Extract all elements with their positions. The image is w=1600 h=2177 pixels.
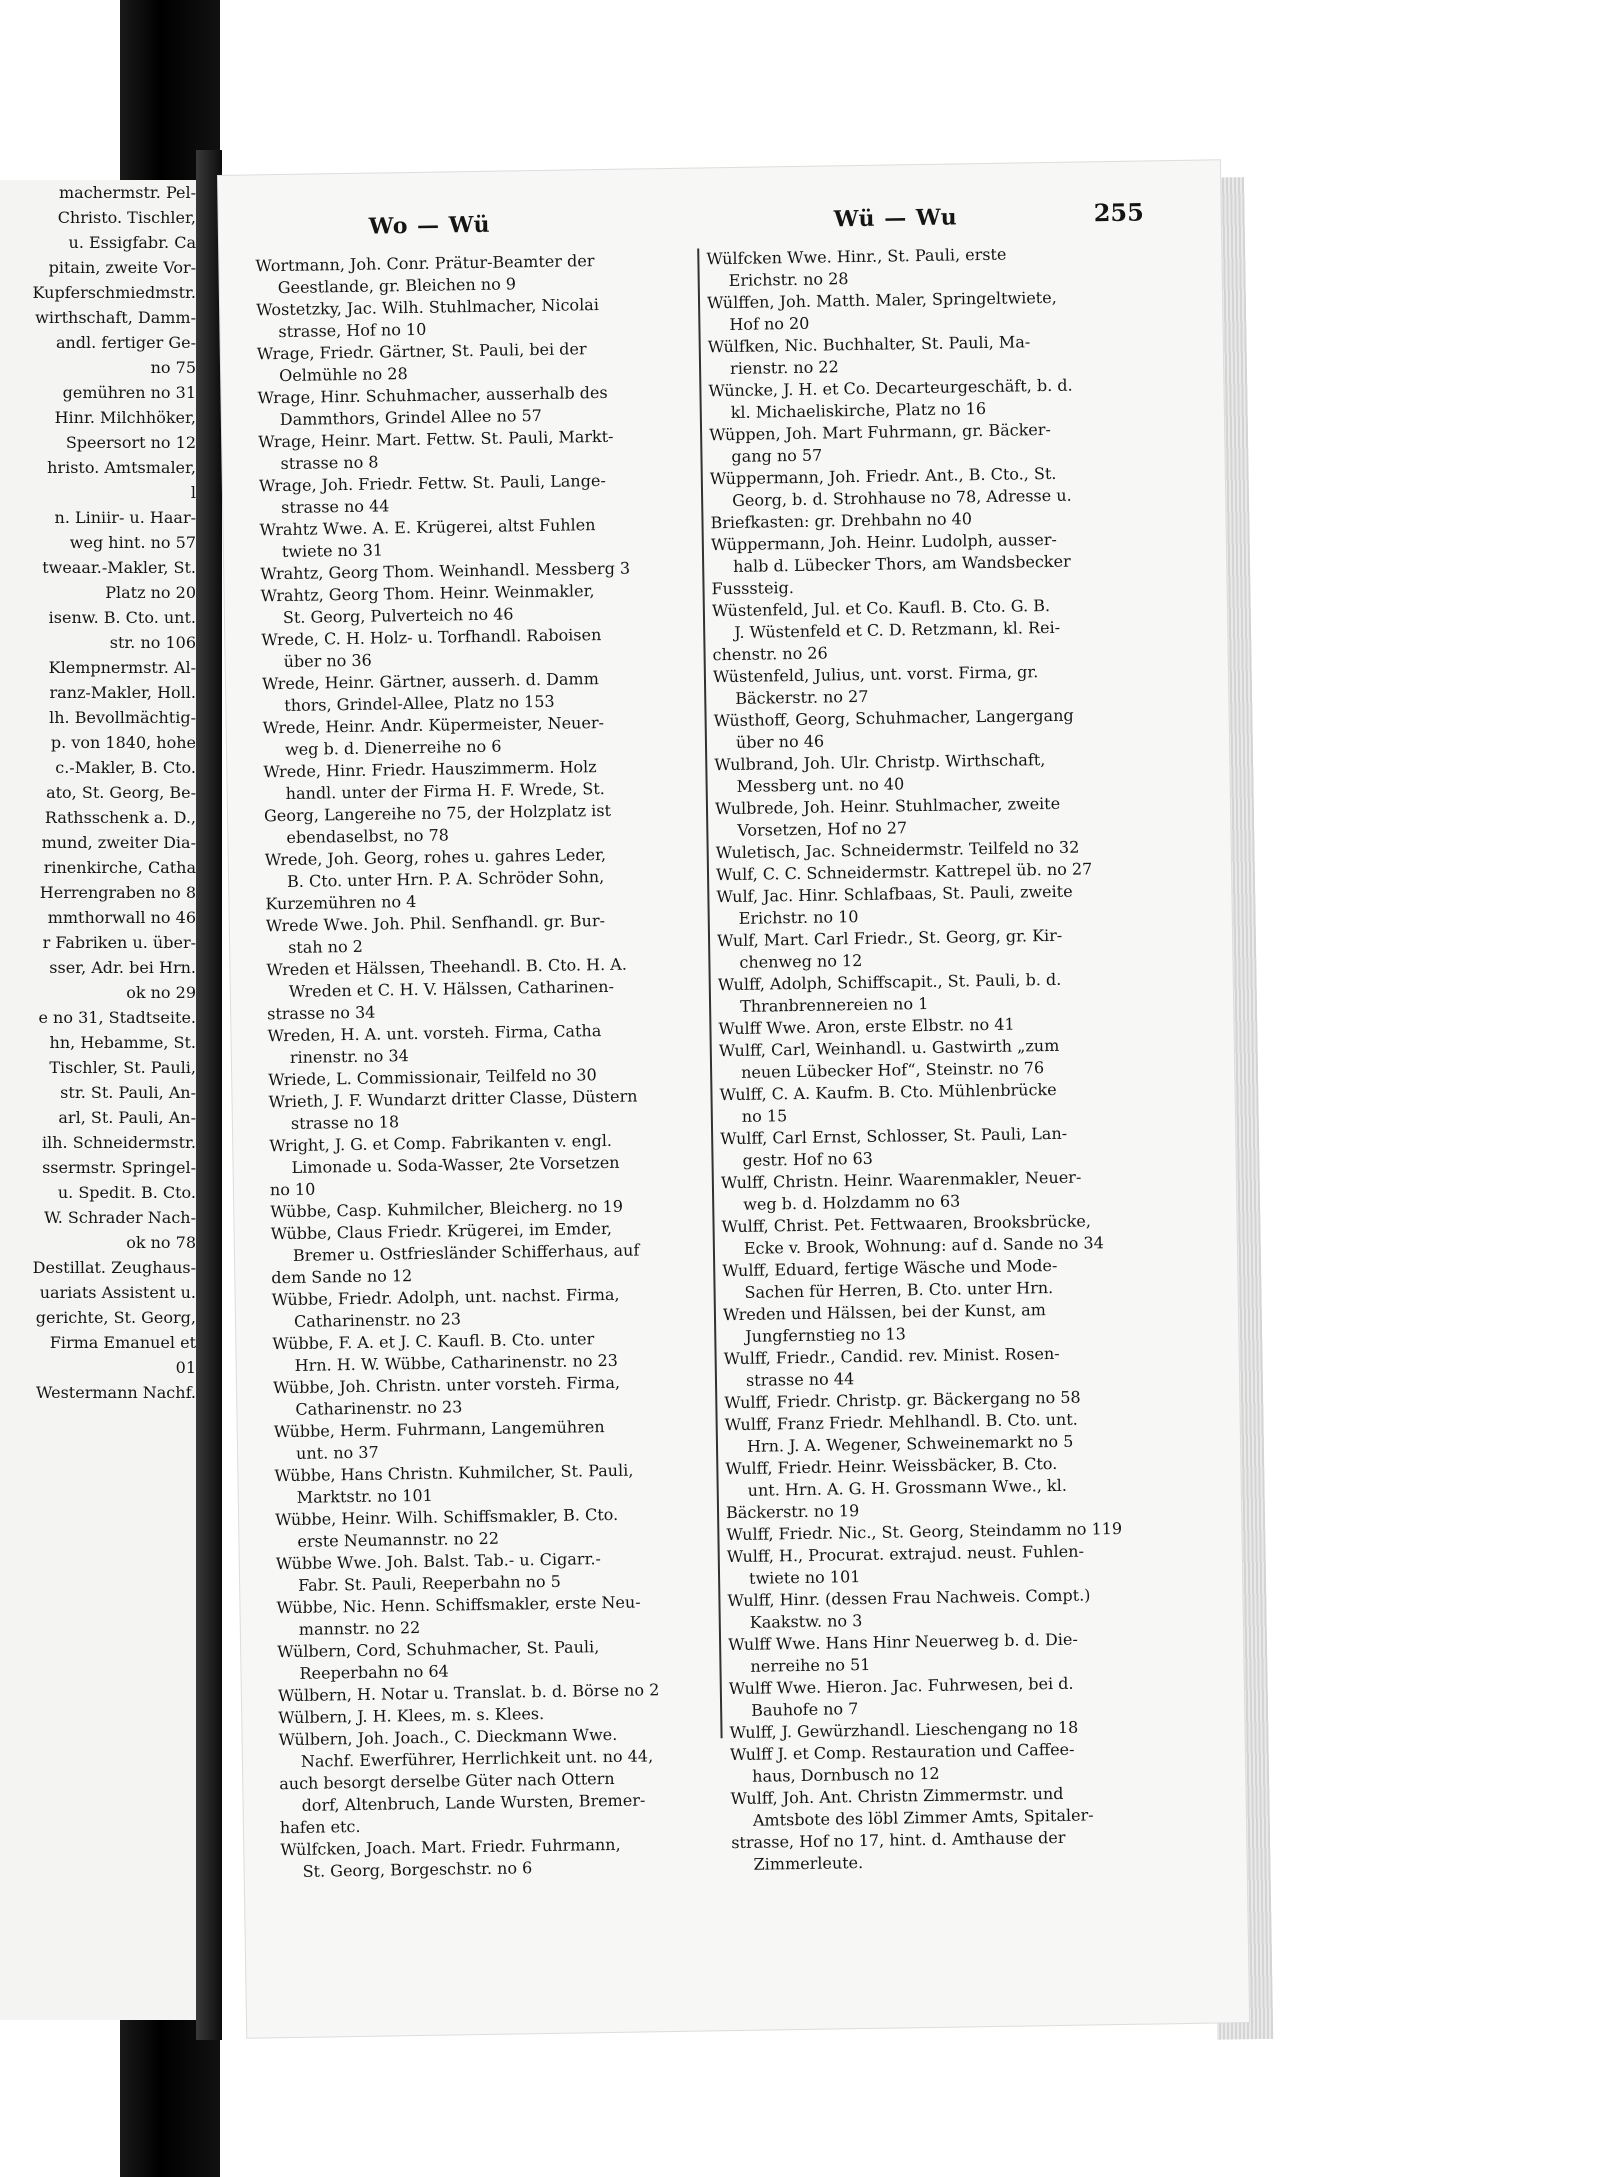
entry-line: Wübbe, Casp. Kuhmilcher, Bleicherg. no 19 (270, 1196, 624, 1222)
left-fragment-line: Platz no 20 (105, 583, 196, 602)
entry-line: Wulff, Franz Friedr. Mehlhandl. B. Cto. unt. (724, 1409, 1078, 1435)
directory-entry (721, 1165, 1166, 1216)
entry-line: Wübbe, Nic. Henn. Schiffsmakler, erste Neu- (276, 1592, 641, 1618)
directory-entry (273, 1370, 718, 1421)
entry-line: Wübbe, Friedr. Adolph, unt. nachst. Firma, (271, 1284, 620, 1310)
directory-entry (270, 1216, 715, 1267)
left-fragment-line: ok no 78 (126, 1233, 196, 1252)
entry-line: Wülbern, Joh. Joach., C. Dieckmann Wwe. (278, 1724, 618, 1750)
left-fragment-line: Klempnermstr. Al- (48, 658, 196, 677)
directory-entry (709, 417, 1154, 468)
entry-line: Wülbern, H. Notar u. Translat. b. d. Börse no 2 (277, 1680, 660, 1706)
directory-entry (268, 1084, 713, 1135)
left-fragment-line: e no 31, Stadtseite. (38, 1008, 196, 1027)
entry-continuation: über no 46 (735, 731, 825, 752)
directory-entry (730, 1737, 1175, 1788)
entry-continuation: weg b. d. Holzdamm no 63 (743, 1191, 961, 1214)
left-fragment-line: Westermann Nachf. (35, 1383, 196, 1402)
entry-continuation: Vorsetzen, Hof no 27 (737, 818, 908, 840)
directory-entry (257, 380, 702, 431)
entry-line: Bäckerstr. no 19 (725, 1501, 860, 1523)
left-fragment-line: weg hint. no 57 (69, 533, 196, 552)
entry-line: Wülbern, Cord, Schuhmacher, St. Pauli, (277, 1637, 600, 1662)
entry-continuation: Erichstr. no 28 (728, 269, 849, 290)
left-fragment-line: andl. fertiger Ge- (55, 333, 196, 352)
entry-line: Wrage, Joh. Friedr. Fettw. St. Pauli, Lange- (258, 470, 606, 496)
entry-continuation: Hrn. H. W. Wübbe, Catharinenstr. no 23 (294, 1350, 619, 1375)
directory-entry (257, 336, 702, 387)
right-page (218, 160, 1249, 2038)
directory-column-left (255, 248, 725, 1883)
entry-line: Wulf, Mart. Carl Friedr., St. Georg, gr. Kir- (716, 925, 1063, 951)
entry-continuation: Sachen für Herren, B. Cto. unter Hrn. (744, 1278, 1054, 1302)
entry-continuation: Fabr. St. Pauli, Reeperbahn no 5 (297, 1571, 562, 1595)
entry-line: strasse no 34 (267, 1002, 376, 1024)
entry-continuation: Reeperbahn no 64 (299, 1661, 449, 1683)
directory-entry (274, 1414, 719, 1465)
entry-line: dem Sande no 12 (271, 1266, 413, 1288)
left-fragment-line: n. Liniir- u. Haar- (54, 508, 196, 527)
left-fragment-line: str. St. Pauli, An- (60, 1083, 196, 1102)
left-fragment-line: arl, St. Pauli, An- (58, 1108, 196, 1127)
entry-line: Wreden und Hälssen, bei der Kunst, am (722, 1300, 1047, 1325)
left-fragment-line: ok no 29 (126, 983, 196, 1002)
left-fragment-line: l (190, 483, 196, 502)
left-fragment-line: wirthschaft, Damm- (35, 308, 196, 327)
entry-continuation: ebendaselbst, no 78 (286, 825, 450, 848)
entry-line: Wüppen, Joh. Mart Fuhrmann, gr. Bäcker- (708, 419, 1052, 445)
directory-entry (713, 703, 1158, 754)
left-fragment-line: isenw. B. Cto. unt. (48, 608, 196, 627)
left-fragment-line: W. Schrader Nach- (44, 1208, 196, 1227)
left-fragment-line: ato, St. Georg, Be- (46, 783, 196, 802)
entry-line: Wulff, Christ. Pet. Fettwaaren, Brooksbrücke, (721, 1211, 1092, 1237)
directory-entry (263, 754, 708, 805)
entry-continuation: Zimmerleute. (753, 1853, 864, 1874)
entry-line: Wübbe, Heinr. Wilh. Schiffsmakler, B. Cto. (274, 1504, 619, 1530)
directory-entry (716, 879, 1161, 930)
entry-line: Wübbe, Hans Christn. Kuhmilcher, St. Pauli, (274, 1460, 634, 1486)
directory-entry (729, 1671, 1174, 1722)
directory-entry (727, 1583, 1172, 1634)
left-fragment-line: rinenkirche, Catha (43, 858, 196, 877)
entry-line: Wuletisch, Jac. Schneidermstr. Teilfeld no 32 (715, 837, 1080, 863)
directory-entry (725, 1407, 1170, 1458)
entry-continuation: Oelmühle no 28 (278, 364, 408, 386)
entry-continuation: B. Cto. unter Hrn. P. A. Schröder Sohn, (286, 867, 605, 892)
entry-continuation: Bauhofe no 7 (751, 1699, 859, 1720)
entry-continuation: Hof no 20 (729, 313, 810, 334)
directory-entry (261, 622, 706, 673)
entry-continuation: no 15 (741, 1106, 788, 1126)
directory-entry (264, 798, 709, 849)
left-fragment-line: Hinr. Milchhöker, (54, 408, 196, 427)
directory-entry (715, 791, 1160, 842)
directory-entry (269, 1128, 714, 1179)
directory-entry (714, 747, 1159, 798)
left-fragment-line: 01 (175, 1358, 196, 1377)
directory-entry (727, 1539, 1172, 1590)
entry-line: Wrage, Heinr. Mart. Fettw. St. Pauli, Markt- (258, 426, 614, 452)
entry-line: Wulff, Adolph, Schiffscapit., St. Pauli, b. d. (717, 969, 1062, 995)
left-fragment-line: gerichte, St. Georg, (35, 1308, 196, 1327)
entry-continuation: mannstr. no 22 (298, 1618, 421, 1639)
entry-continuation: unt. no 37 (295, 1442, 379, 1463)
directory-entry (712, 593, 1157, 644)
entry-line: Georg, Langereihe no 75, der Holzplatz ist (263, 800, 612, 826)
entry-line: Wüppermann, Joh. Friedr. Ant., B. Cto., St. (709, 463, 1057, 489)
left-fragment-line: ranz-Makler, Holl. (49, 683, 196, 702)
entry-continuation: handl. unter der Firma H. F. Wrede, St. (285, 779, 605, 804)
entry-line: Wülfcken, Joach. Mart. Friedr. Fuhrmann, (280, 1834, 621, 1860)
entry-continuation: thors, Grindel-Allee, Platz no 153 (284, 691, 555, 716)
left-page-lines (0, 180, 196, 1405)
entry-continuation: unt. Hrn. A. G. H. Grossmann Wwe., kl. (747, 1475, 1068, 1500)
entry-line: Wrede, Heinr. Andr. Küpermeister, Neuer- (262, 713, 605, 738)
entry-line: Wriede, L. Commissionair, Teilfeld no 30 (268, 1065, 597, 1090)
entry-continuation: Marktstr. no 101 (296, 1485, 433, 1507)
left-fragment-line: Herrengraben no 8 (39, 883, 196, 902)
entry-line: Wrage, Hinr. Schuhmacher, ausserhalb des (257, 382, 608, 408)
entry-line: Wrahtz Wwe. A. E. Krügerei, altst Fuhlen (259, 515, 596, 540)
directory-entry (708, 329, 1153, 380)
directory-entry (719, 1033, 1164, 1084)
left-fragment-line: lh. Bevollmächtig- (49, 708, 196, 727)
left-fragment-line: mmthorwall no 46 (47, 908, 196, 927)
left-page-edge-shadow (196, 150, 222, 2040)
left-fragment-line: gemühren no 31 (62, 383, 196, 402)
entry-line: strasse, Hof no 17, hint. d. Amthause der (731, 1827, 1066, 1853)
entry-line: Kurzemühren no 4 (265, 891, 417, 914)
entry-continuation: Bäckerstr. no 27 (735, 686, 869, 708)
entry-continuation: Bremer u. Ostfriesländer Schifferhaus, auf (292, 1240, 640, 1265)
entry-continuation: Limonade u. Soda-Wasser, 2te Vorsetzen (291, 1152, 620, 1177)
entry-line: Wrede, Joh. Georg, rohes u. gahres Leder, (264, 844, 607, 870)
directory-entry (260, 578, 705, 629)
entry-line: Wrage, Friedr. Gärtner, St. Pauli, bei der (256, 339, 587, 364)
entry-continuation: Jungfernstieg no 13 (745, 1324, 906, 1346)
directory-entry (730, 1781, 1175, 1832)
entry-line: hafen etc. (279, 1816, 361, 1838)
entry-continuation: Wreden et C. H. V. Hälssen, Catharinen- (288, 976, 615, 1001)
entry-line: Wrede, Hinr. Friedr. Hauszimmerm. Holz (263, 757, 597, 782)
entry-line: Wreden, H. A. unt. vorsteh. Firma, Catha (267, 1021, 602, 1046)
directory-entry (278, 1722, 723, 1773)
entry-continuation: neuen Lübecker Hof“, Steinstr. no 76 (740, 1058, 1045, 1082)
entry-line: Wulff, Hinr. (dessen Frau Nachweis. Compt.) (727, 1585, 1091, 1611)
entry-line: Wulff, Eduard, fertige Wäsche und Mode- (722, 1255, 1058, 1281)
directory-entry (711, 527, 1156, 578)
entry-line: Wulff, C. A. Kaufm. B. Cto. Mühlenbrücke (719, 1079, 1057, 1105)
entry-continuation: über no 36 (283, 650, 372, 672)
entry-line: auch besorgt derselbe Güter nach Ottern (279, 1768, 615, 1794)
entry-continuation: Catharinenstr. no 23 (293, 1309, 462, 1331)
entry-line: Wreden et Hälssen, Theehandl. B. Cto. H. A. (266, 954, 627, 980)
entry-continuation: St. Georg, Borgeschstr. no 6 (302, 1858, 533, 1881)
entry-line: Wulff, Friedr., Candid. rev. Minist. Rosen- (723, 1343, 1060, 1369)
entry-continuation: nerreihe no 51 (750, 1654, 871, 1676)
entry-continuation: Catharinenstr. no 23 (295, 1397, 463, 1419)
entry-line: Wulff, Carl Ernst, Schlosser, St. Pauli, Lan- (720, 1123, 1068, 1149)
entry-line: Wülffen, Joh. Matth. Maler, Springeltwiete, (706, 287, 1057, 313)
directory-entry (725, 1451, 1170, 1502)
entry-line: Wulff Wwe. Hieron. Jac. Fuhrwesen, bei d. (728, 1673, 1074, 1699)
entry-line: Wüstenfeld, Jul. et Co. Kaufl. B. Cto. G. B. (711, 595, 1051, 621)
entry-line: Wulff, Friedr. Nic., St. Georg, Steindamm no 119 (726, 1518, 1123, 1545)
entry-continuation: Geestlande, gr. Bleichen no 9 (277, 274, 517, 298)
left-fragment-line: hristo. Amtsmaler, (47, 458, 196, 477)
directory-entry (720, 1121, 1165, 1172)
entry-line: Wulff, H., Procurat. extrajud. neust. Fuhlen- (726, 1541, 1085, 1567)
left-fragment-line: tweaar.-Makler, St. (42, 558, 196, 577)
left-fragment-line: uariats Assistent u. (39, 1283, 196, 1302)
entry-continuation: halb d. Lübecker Thors, am Wandsbecker (733, 551, 1071, 576)
left-fragment-line: r Fabriken u. über- (42, 933, 196, 952)
entry-line: Wulff, Carl, Weinhandl. u. Gastwirth „zum (718, 1035, 1060, 1061)
entry-continuation: Hrn. J. A. Wegener, Schweinemarkt no 5 (746, 1431, 1074, 1456)
directory-entry (256, 292, 701, 343)
left-fragment-line: ssermstr. Springel- (42, 1158, 196, 1177)
entry-continuation: strasse no 8 (280, 452, 379, 474)
running-head-left: Wo — Wü (368, 211, 491, 240)
entry-continuation: chenweg no 12 (739, 950, 863, 972)
directory-entry (272, 1326, 717, 1377)
entry-line: Wulf, C. C. Schneidermstr. Kattrepel üb. no 27 (715, 859, 1093, 885)
entry-line: Wüsthoff, Georg, Schuhmacher, Langergang (713, 705, 1074, 731)
left-fragment-line: sser, Adr. bei Hrn. (49, 958, 196, 977)
left-fragment-line: Destillat. Zeughaus- (32, 1258, 196, 1277)
left-fragment-line: machermstr. Pel- (58, 183, 196, 202)
entry-line: no 10 (269, 1179, 316, 1200)
entry-line: chenstr. no 26 (712, 643, 828, 665)
entry-line: Wulff, Friedr. Christp. gr. Bäckergang no 58 (724, 1387, 1081, 1413)
entry-line: Wüppermann, Joh. Heinr. Ludolph, ausser- (710, 529, 1058, 555)
entry-continuation: St. Georg, Pulverteich no 46 (282, 604, 514, 628)
directory-entry (266, 952, 711, 1003)
entry-line: Wulbrand, Joh. Ulr. Christp. Wirthschaft, (714, 750, 1046, 775)
left-fragment-line: c.-Makler, B. Cto. (55, 758, 196, 777)
entry-line: Wübbe, Herm. Fuhrmann, Langemühren (273, 1417, 605, 1442)
entry-line: Wostetzky, Jac. Wilh. Stuhlmacher, Nicolai (255, 295, 600, 320)
entry-continuation: strasse no 18 (290, 1112, 400, 1133)
entry-continuation: gang no 57 (731, 445, 823, 466)
entry-continuation: strasse, Hof no 10 (278, 319, 427, 342)
entry-continuation: haus, Dornbusch no 12 (752, 1763, 940, 1786)
entry-continuation: Messberg unt. no 40 (736, 774, 905, 796)
entry-line: Wulff Wwe. Aron, erste Elbstr. no 41 (718, 1014, 1015, 1039)
entry-continuation: weg b. d. Dienerreihe no 6 (284, 736, 502, 760)
left-fragment-line: Rathsschenk a. D., (44, 808, 196, 827)
entry-line: Wrieth, J. F. Wundarzt dritter Classe, Düstern (268, 1086, 638, 1112)
directory-entry (731, 1825, 1176, 1876)
entry-continuation: dorf, Altenbruch, Lande Wursten, Bremer- (301, 1790, 646, 1815)
directory-entry (723, 1341, 1168, 1392)
left-fragment-line: ilh. Schneidermstr. (42, 1133, 196, 1152)
entry-line: Wübbe, Claus Friedr. Krügerei, im Emder, (270, 1218, 613, 1244)
entry-continuation: rienstr. no 22 (729, 357, 839, 378)
entry-line: Wüstenfeld, Julius, unt. vorst. Firma, gr. (712, 662, 1039, 687)
entry-line: Wübbe, F. A. et J. C. Kaufl. B. Cto. unter (272, 1329, 595, 1354)
entry-line: Fusssteig. (711, 578, 795, 599)
entry-continuation: Amtsbote des löbl Zimmer Amts, Spitaler- (752, 1805, 1094, 1830)
left-page-fragment (0, 180, 196, 2020)
directory-entry (707, 285, 1152, 336)
left-fragment-line: u. Spedit. B. Cto. (57, 1183, 196, 1202)
left-fragment-line: Speersort no 12 (65, 433, 196, 452)
directory-entry (280, 1832, 725, 1883)
entry-line: Wulff, J. Gewürzhandl. Lieschengang no 18 (729, 1717, 1079, 1743)
entry-line: Wrede, C. H. Holz- u. Torfhandl. Raboisen (261, 625, 602, 650)
directory-entry (719, 1077, 1164, 1128)
entry-continuation: Dammthors, Grindel Allee no 57 (279, 405, 543, 430)
directory-entry (263, 710, 708, 761)
directory-entry (259, 468, 704, 519)
entry-line: Wrede Wwe. Joh. Phil. Senfhandl. gr. Bur- (265, 911, 606, 936)
entry-line: Wüncke, J. H. et Co. Decarteurgeschäft, b. d. (708, 375, 1073, 401)
directory-entry (275, 1502, 720, 1553)
directory-entry (723, 1297, 1168, 1348)
directory-entry (721, 1209, 1166, 1260)
directory-entry (713, 659, 1158, 710)
left-fragment-line: no 75 (150, 358, 196, 377)
entry-line: Wübbe Wwe. Joh. Balst. Tab.- u. Cigarr.- (275, 1549, 602, 1574)
entry-continuation: Kaakstw. no 3 (749, 1611, 863, 1632)
entry-continuation: twiete no 31 (281, 540, 384, 562)
directory-entry (279, 1766, 724, 1817)
directory-entry (267, 1018, 712, 1069)
entry-continuation: Nachf. Ewerführer, Herrlichkeit unt. no 44, (300, 1746, 654, 1771)
entry-continuation: Thranbrennereien no 1 (739, 993, 929, 1016)
directory-entry (266, 908, 711, 959)
directory-entry (258, 424, 703, 475)
entry-continuation: twiete no 101 (748, 1567, 861, 1588)
entry-continuation: Georg, b. d. Strohhause no 78, Adresse u. (732, 485, 1072, 510)
directory-entry (265, 842, 710, 893)
directory-column-right (706, 241, 1176, 1876)
entry-line: Wrede, Heinr. Gärtner, ausserh. d. Damm (261, 669, 599, 694)
left-fragment-line: mund, zweiter Dia- (41, 833, 196, 852)
directory-entry (271, 1282, 716, 1333)
left-fragment-line: str. no 106 (109, 633, 196, 652)
entry-line: Wrahtz, Georg Thom. Weinhandl. Messberg 3 (260, 558, 631, 584)
left-fragment-line: hn, Hebamme, St. (49, 1033, 196, 1052)
entry-continuation: strasse no 44 (745, 1369, 855, 1390)
entry-continuation: strasse no 44 (281, 496, 390, 518)
entry-line: Wübbe, Joh. Christn. unter vorsteh. Firma, (272, 1372, 621, 1398)
entry-line: Wrahtz, Georg Thom. Heinr. Weinmakler, (260, 581, 595, 606)
directory-entry (708, 373, 1153, 424)
entry-line: Wortmann, Joh. Conr. Prätur-Beamter der (255, 251, 595, 276)
entry-line: Wulbrede, Joh. Heinr. Stuhlmacher, zweite (714, 793, 1061, 819)
entry-continuation: stah no 2 (287, 936, 364, 957)
directory-entry (722, 1253, 1167, 1304)
entry-line: Wulff, Christn. Heinr. Waarenmakler, Neuer- (720, 1167, 1082, 1193)
entry-line: Wright, J. G. et Comp. Fabrikanten v. engl. (269, 1130, 613, 1156)
entry-line: Wulff, Friedr. Heinr. Weissbäcker, B. Cto. (725, 1453, 1058, 1479)
entry-continuation: Ecke v. Brook, Wohnung: auf d. Sande no 34 (743, 1233, 1104, 1258)
left-fragment-line: Firma Emanuel et (49, 1333, 196, 1352)
entry-line: Briefkasten: gr. Drehbahn no 40 (710, 509, 973, 533)
entry-line: Wulff, Joh. Ant. Christn Zimmermstr. und (730, 1783, 1064, 1809)
directory-entry (706, 241, 1151, 292)
entry-line: Wülfken, Nic. Buchhalter, St. Pauli, Ma- (707, 332, 1031, 357)
running-head-right: Wü — Wu (833, 204, 958, 233)
entry-line: Wulff Wwe. Hans Hinr Neuerweg b. d. Die- (727, 1629, 1078, 1655)
entry-line: Wulff J. et Comp. Restauration und Caffee- (729, 1739, 1075, 1765)
left-fragment-line: Tischler, St. Pauli, (49, 1058, 196, 1077)
entry-continuation: Erichstr. no 10 (738, 907, 859, 928)
entry-line: Wülbern, J. H. Klees, m. s. Klees. (278, 1704, 545, 1728)
entry-continuation: gestr. Hof no 63 (742, 1148, 874, 1170)
entry-continuation: rinenstr. no 34 (289, 1046, 409, 1067)
directory-entry (728, 1627, 1173, 1678)
entry-line: Wülfcken Wwe. Hinr., St. Pauli, erste (706, 244, 1007, 269)
left-fragment-line: p. von 1840, hohe (50, 733, 196, 752)
directory-entry (718, 967, 1163, 1018)
directory-entry (276, 1546, 721, 1597)
directory-entry (710, 461, 1155, 512)
left-fragment-line: Kupferschmiedmstr. (32, 283, 196, 302)
left-fragment-line: u. Essigfabr. Ca (68, 233, 196, 252)
directory-entry (276, 1590, 721, 1641)
directory-entry (255, 248, 700, 299)
page-number: 255 (1093, 197, 1145, 228)
directory-entry (717, 923, 1162, 974)
entry-line: Wulf, Jac. Hinr. Schlafbaas, St. Pauli, zweite (716, 881, 1073, 907)
directory-entry (277, 1634, 722, 1685)
left-fragment-line: Christo. Tischler, (57, 208, 196, 227)
directory-entry (262, 666, 707, 717)
entry-continuation: J. Wüstenfeld et C. D. Retzmann, kl. Rei- (734, 617, 1061, 642)
directory-entry (274, 1458, 719, 1509)
entry-continuation: erste Neumannstr. no 22 (297, 1528, 500, 1551)
directory-entry (259, 512, 704, 563)
left-fragment-line: pitain, zweite Vor- (48, 258, 196, 277)
entry-continuation: kl. Michaeliskirche, Platz no 16 (730, 398, 987, 422)
